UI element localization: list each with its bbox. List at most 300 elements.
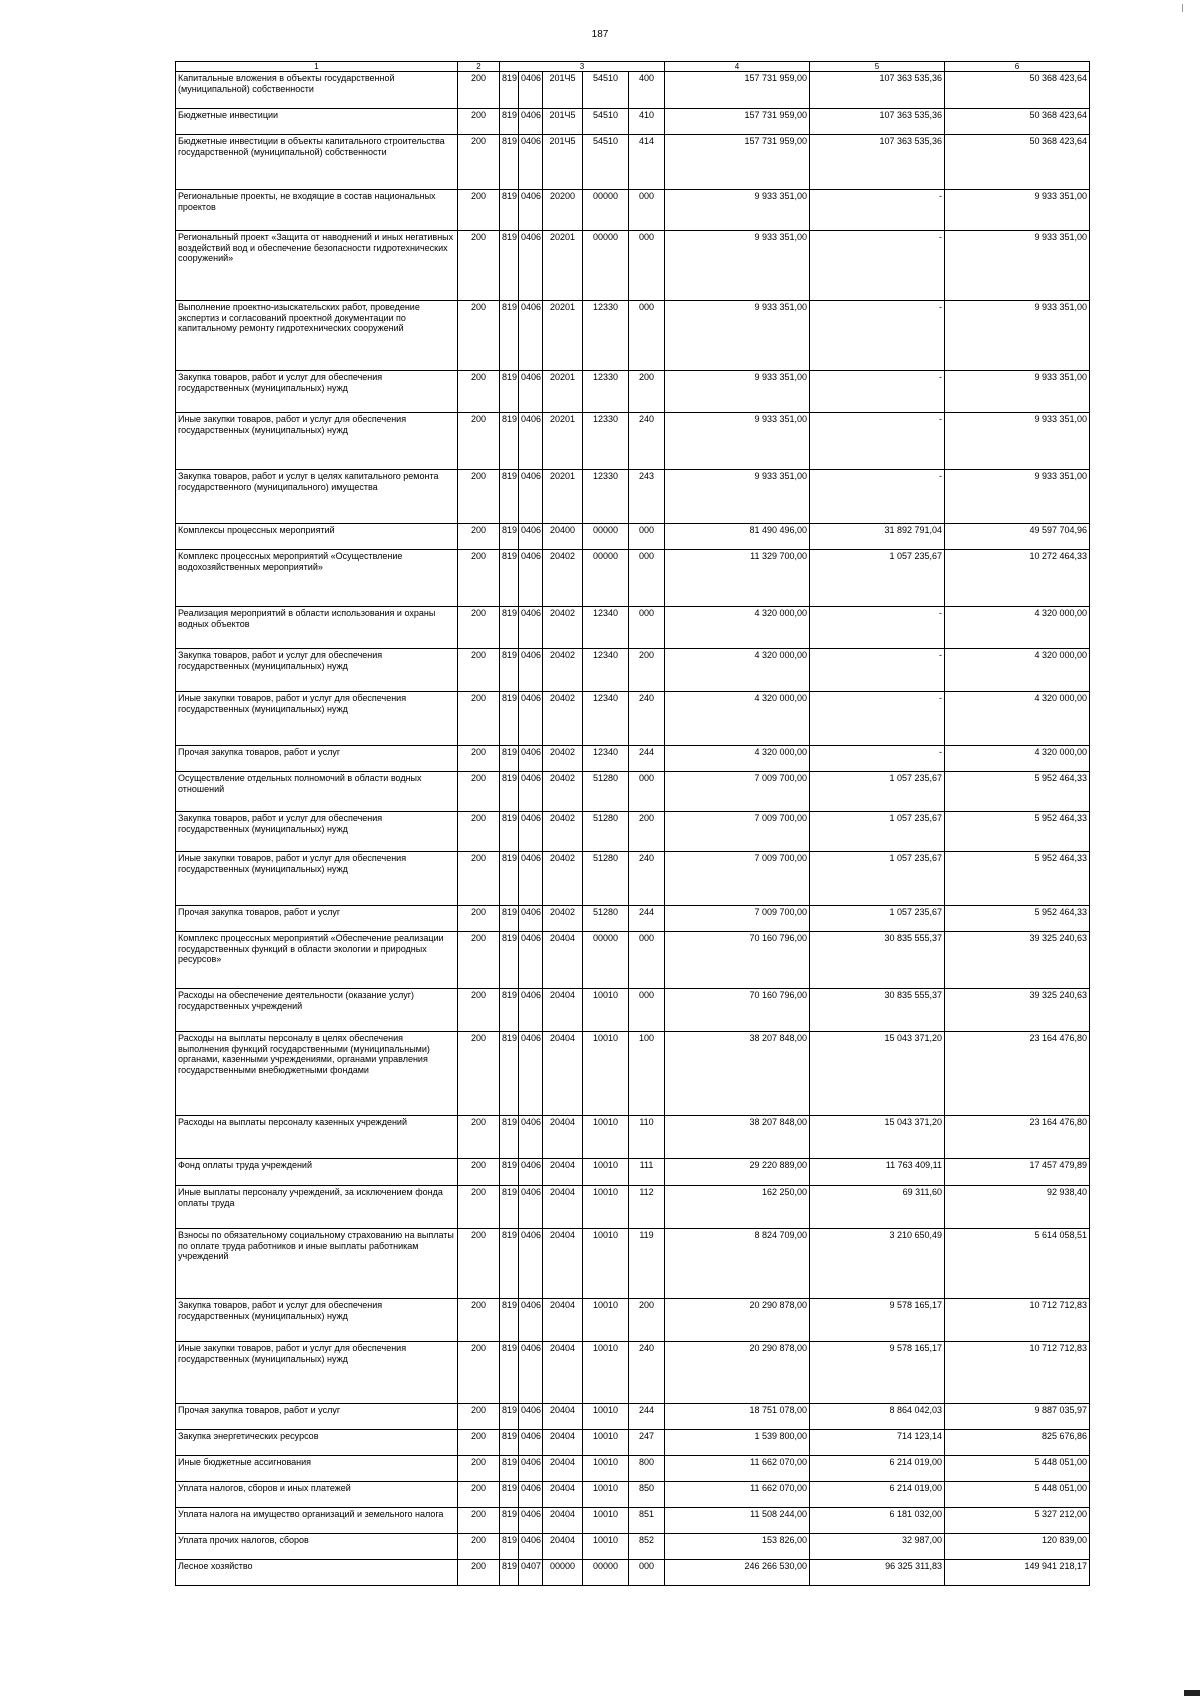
row-admin-code: 819 [500, 1534, 519, 1560]
row-section-code: 0406 [519, 135, 543, 190]
table-row [176, 1560, 1090, 1586]
row-col-2: 200 [458, 301, 500, 371]
row-program-code: 20404 [543, 1404, 583, 1430]
row-expense-type: 112 [629, 1186, 665, 1229]
row-col-2: 200 [458, 231, 500, 301]
row-col-5: 1 057 235,67 [810, 812, 945, 852]
row-name: Иные закупки товаров, работ и услуг для обеспечения государственных (муниципальных) нужд [176, 413, 458, 470]
row-program-code: 20404 [543, 1299, 583, 1342]
row-name: Иные закупки товаров, работ и услуг для обеспечения государственных (муниципальных) нужд [176, 692, 458, 746]
row-name: Осуществление отдельных полномочий в области водных отношений [176, 772, 458, 812]
row-section-code: 0406 [519, 72, 543, 109]
row-col-6: 5 448 051,00 [945, 1482, 1090, 1508]
row-section-code: 0406 [519, 906, 543, 932]
row-col-5: 6 214 019,00 [810, 1456, 945, 1482]
row-col-4: 9 933 351,00 [665, 231, 810, 301]
row-name: Уплата налога на имущество организаций и земельного налога [176, 1508, 458, 1534]
row-col-5: 714 123,14 [810, 1430, 945, 1456]
row-program-code: 20404 [543, 932, 583, 989]
row-direction-code: 12330 [583, 301, 629, 371]
row-program-code: 20402 [543, 550, 583, 607]
row-col-2: 200 [458, 607, 500, 649]
row-section-code: 0406 [519, 301, 543, 371]
row-name: Лесное хозяйство [176, 1560, 458, 1586]
row-name: Комплексы процессных мероприятий [176, 524, 458, 550]
row-col-6: 5 952 464,33 [945, 772, 1090, 812]
row-col-5: 8 864 042,03 [810, 1404, 945, 1430]
row-admin-code: 819 [500, 470, 519, 524]
row-admin-code: 819 [500, 109, 519, 135]
row-col-5: 30 835 555,37 [810, 989, 945, 1032]
row-name: Иные закупки товаров, работ и услуг для обеспечения государственных (муниципальных) нужд [176, 1342, 458, 1404]
table-row [176, 231, 1090, 301]
row-name: Закупка энергетических ресурсов [176, 1430, 458, 1456]
row-program-code: 20201 [543, 231, 583, 301]
row-name: Иные выплаты персоналу учреждений, за исключением фонда оплаты труда [176, 1186, 458, 1229]
row-section-code: 0406 [519, 932, 543, 989]
row-section-code: 0406 [519, 190, 543, 231]
row-section-code: 0407 [519, 1560, 543, 1586]
row-admin-code: 819 [500, 1299, 519, 1342]
row-section-code: 0406 [519, 1032, 543, 1116]
row-expense-type: 244 [629, 746, 665, 772]
row-name: Иные бюджетные ассигнования [176, 1456, 458, 1482]
table-row [176, 135, 1090, 190]
table-row [176, 72, 1090, 109]
row-program-code: 20404 [543, 1430, 583, 1456]
scan-edge [1184, 1690, 1200, 1696]
row-section-code: 0406 [519, 812, 543, 852]
row-direction-code: 10010 [583, 1186, 629, 1229]
row-col-2: 200 [458, 906, 500, 932]
row-col-6: 23 164 476,80 [945, 1116, 1090, 1159]
row-program-code: 20402 [543, 772, 583, 812]
row-section-code: 0406 [519, 1342, 543, 1404]
row-expense-type: 200 [629, 812, 665, 852]
row-col-2: 200 [458, 413, 500, 470]
row-name: Закупка товаров, работ и услуг для обеспечения государственных (муниципальных) нужд [176, 649, 458, 692]
row-col-6: 50 368 423,64 [945, 72, 1090, 109]
row-program-code: 20402 [543, 746, 583, 772]
table-row [176, 190, 1090, 231]
row-section-code: 0406 [519, 1159, 543, 1186]
row-admin-code: 819 [500, 72, 519, 109]
row-col-2: 200 [458, 1508, 500, 1534]
row-col-5: 9 578 165,17 [810, 1342, 945, 1404]
scan-mark [1182, 4, 1183, 12]
row-col-4: 81 490 496,00 [665, 524, 810, 550]
row-admin-code: 819 [500, 135, 519, 190]
row-col-6: 5 448 051,00 [945, 1456, 1090, 1482]
row-col-4: 1 539 800,00 [665, 1430, 810, 1456]
row-col-4: 7 009 700,00 [665, 906, 810, 932]
row-name: Уплата налогов, сборов и иных платежей [176, 1482, 458, 1508]
row-col-4: 11 662 070,00 [665, 1456, 810, 1482]
row-expense-type: 240 [629, 413, 665, 470]
row-direction-code: 00000 [583, 231, 629, 301]
row-section-code: 0406 [519, 371, 543, 413]
row-col-2: 200 [458, 109, 500, 135]
row-admin-code: 819 [500, 301, 519, 371]
row-expense-type: 000 [629, 989, 665, 1032]
row-direction-code: 51280 [583, 906, 629, 932]
row-program-code: 20201 [543, 413, 583, 470]
header-col-1: 1 [176, 62, 458, 72]
table-row [176, 1508, 1090, 1534]
row-section-code: 0406 [519, 524, 543, 550]
table-row [176, 812, 1090, 852]
row-col-6: 17 457 479,89 [945, 1159, 1090, 1186]
row-direction-code: 51280 [583, 852, 629, 906]
row-section-code: 0406 [519, 1404, 543, 1430]
row-col-2: 200 [458, 1342, 500, 1404]
row-expense-type: 000 [629, 932, 665, 989]
row-col-6: 92 938,40 [945, 1186, 1090, 1229]
row-admin-code: 819 [500, 1342, 519, 1404]
table-row [176, 989, 1090, 1032]
row-name: Расходы на выплаты персоналу казенных учреждений [176, 1116, 458, 1159]
row-section-code: 0406 [519, 1456, 543, 1482]
table-row [176, 470, 1090, 524]
row-col-2: 200 [458, 746, 500, 772]
row-col-6: 5 952 464,33 [945, 906, 1090, 932]
row-expense-type: 244 [629, 906, 665, 932]
row-direction-code: 12340 [583, 607, 629, 649]
row-expense-type: 000 [629, 231, 665, 301]
row-name: Региональные проекты, не входящие в состав национальных проектов [176, 190, 458, 231]
row-col-4: 9 933 351,00 [665, 301, 810, 371]
row-col-6: 9 933 351,00 [945, 190, 1090, 231]
row-admin-code: 819 [500, 852, 519, 906]
row-direction-code: 12330 [583, 413, 629, 470]
row-expense-type: 000 [629, 607, 665, 649]
row-program-code: 20404 [543, 1186, 583, 1229]
row-section-code: 0406 [519, 1186, 543, 1229]
table-row [176, 550, 1090, 607]
row-program-code: 20404 [543, 989, 583, 1032]
row-section-code: 0406 [519, 746, 543, 772]
row-name: Бюджетные инвестиции в объекты капитального строительства государственной (муниципальной) собственности [176, 135, 458, 190]
row-col-6: 50 368 423,64 [945, 135, 1090, 190]
row-direction-code: 00000 [583, 524, 629, 550]
table-row [176, 1229, 1090, 1299]
row-program-code: 20404 [543, 1456, 583, 1482]
row-admin-code: 819 [500, 550, 519, 607]
row-program-code: 20402 [543, 812, 583, 852]
row-col-5: 96 325 311,83 [810, 1560, 945, 1586]
row-name: Прочая закупка товаров, работ и услуг [176, 746, 458, 772]
row-program-code: 20404 [543, 1482, 583, 1508]
row-direction-code: 10010 [583, 1430, 629, 1456]
row-expense-type: 850 [629, 1482, 665, 1508]
row-col-5: 107 363 535,36 [810, 72, 945, 109]
row-name: Расходы на обеспечение деятельности (оказание услуг) государственных учреждений [176, 989, 458, 1032]
row-program-code: 201Ч5 [543, 72, 583, 109]
row-name: Прочая закупка товаров, работ и услуг [176, 1404, 458, 1430]
row-expense-type: 414 [629, 135, 665, 190]
row-col-2: 200 [458, 135, 500, 190]
row-col-4: 11 329 700,00 [665, 550, 810, 607]
row-expense-type: 200 [629, 1299, 665, 1342]
row-col-4: 11 662 070,00 [665, 1482, 810, 1508]
row-col-5: 107 363 535,36 [810, 109, 945, 135]
row-col-5: - [810, 231, 945, 301]
row-section-code: 0406 [519, 1116, 543, 1159]
row-col-5: 32 987,00 [810, 1534, 945, 1560]
row-col-6: 825 676,86 [945, 1430, 1090, 1456]
row-col-6: 120 839,00 [945, 1534, 1090, 1560]
row-section-code: 0406 [519, 550, 543, 607]
row-col-2: 200 [458, 550, 500, 607]
row-col-2: 200 [458, 772, 500, 812]
row-col-5: - [810, 470, 945, 524]
row-direction-code: 10010 [583, 1404, 629, 1430]
row-col-2: 200 [458, 852, 500, 906]
row-direction-code: 10010 [583, 1482, 629, 1508]
row-direction-code: 10010 [583, 1032, 629, 1116]
row-expense-type: 000 [629, 190, 665, 231]
row-direction-code: 54510 [583, 109, 629, 135]
table-row [176, 1032, 1090, 1116]
row-admin-code: 819 [500, 1456, 519, 1482]
table-row [176, 1186, 1090, 1229]
row-col-4: 157 731 959,00 [665, 72, 810, 109]
row-expense-type: 000 [629, 524, 665, 550]
row-admin-code: 819 [500, 1229, 519, 1299]
row-program-code: 20404 [543, 1159, 583, 1186]
row-direction-code: 12340 [583, 746, 629, 772]
row-col-5: 31 892 791,04 [810, 524, 945, 550]
row-col-6: 9 933 351,00 [945, 231, 1090, 301]
row-name: Иные закупки товаров, работ и услуг для обеспечения государственных (муниципальных) нужд [176, 852, 458, 906]
row-expense-type: 400 [629, 72, 665, 109]
row-name: Комплекс процессных мероприятий «Обеспечение реализации государственных функций в области экологии и природных ресурсов» [176, 932, 458, 989]
row-name: Закупка товаров, работ и услуг для обеспечения государственных (муниципальных) нужд [176, 812, 458, 852]
header-col-6: 6 [945, 62, 1090, 72]
row-expense-type: 410 [629, 109, 665, 135]
row-name: Реализация мероприятий в области использования и охраны водных объектов [176, 607, 458, 649]
row-col-5: 30 835 555,37 [810, 932, 945, 989]
row-col-4: 38 207 848,00 [665, 1116, 810, 1159]
row-name: Капитальные вложения в объекты государственной (муниципальной) собственности [176, 72, 458, 109]
row-col-2: 200 [458, 1560, 500, 1586]
row-col-5: 107 363 535,36 [810, 135, 945, 190]
row-col-5: - [810, 649, 945, 692]
table-row [176, 413, 1090, 470]
row-col-4: 20 290 878,00 [665, 1299, 810, 1342]
row-col-5: 1 057 235,67 [810, 852, 945, 906]
row-name: Прочая закупка товаров, работ и услуг [176, 906, 458, 932]
row-direction-code: 10010 [583, 1229, 629, 1299]
row-col-2: 200 [458, 812, 500, 852]
row-expense-type: 240 [629, 692, 665, 746]
row-expense-type: 000 [629, 772, 665, 812]
row-name: Уплата прочих налогов, сборов [176, 1534, 458, 1560]
row-col-2: 200 [458, 470, 500, 524]
row-admin-code: 819 [500, 932, 519, 989]
row-expense-type: 851 [629, 1508, 665, 1534]
row-col-5: 15 043 371,20 [810, 1032, 945, 1116]
row-admin-code: 819 [500, 1560, 519, 1586]
row-direction-code: 10010 [583, 1456, 629, 1482]
row-section-code: 0406 [519, 989, 543, 1032]
header-col-4: 4 [665, 62, 810, 72]
budget-table [175, 61, 1090, 1586]
row-col-4: 20 290 878,00 [665, 1342, 810, 1404]
row-col-4: 70 160 796,00 [665, 932, 810, 989]
row-col-6: 9 933 351,00 [945, 470, 1090, 524]
page-number: 187 [591, 29, 609, 40]
row-col-2: 200 [458, 1299, 500, 1342]
row-section-code: 0406 [519, 772, 543, 812]
row-col-4: 157 731 959,00 [665, 109, 810, 135]
header-col-2: 2 [458, 62, 500, 72]
row-col-6: 149 941 218,17 [945, 1560, 1090, 1586]
table-row [176, 109, 1090, 135]
row-section-code: 0406 [519, 1430, 543, 1456]
row-col-5: - [810, 190, 945, 231]
row-col-4: 70 160 796,00 [665, 989, 810, 1032]
row-admin-code: 819 [500, 524, 519, 550]
row-admin-code: 819 [500, 413, 519, 470]
row-col-5: 1 057 235,67 [810, 906, 945, 932]
row-col-2: 200 [458, 989, 500, 1032]
row-admin-code: 819 [500, 1482, 519, 1508]
row-direction-code: 54510 [583, 135, 629, 190]
row-admin-code: 819 [500, 1159, 519, 1186]
row-section-code: 0406 [519, 109, 543, 135]
row-col-5: 6 181 032,00 [810, 1508, 945, 1534]
row-col-2: 200 [458, 190, 500, 231]
row-col-2: 200 [458, 371, 500, 413]
row-direction-code: 12340 [583, 649, 629, 692]
row-expense-type: 240 [629, 852, 665, 906]
row-col-6: 9 933 351,00 [945, 413, 1090, 470]
row-name: Региональный проект «Защита от наводнений и иных негативных воздействий вод и обеспечение безопасности гидротехнических сооружений» [176, 231, 458, 301]
row-section-code: 0406 [519, 1508, 543, 1534]
row-col-5: - [810, 371, 945, 413]
row-col-6: 10 712 712,83 [945, 1299, 1090, 1342]
row-col-5: - [810, 607, 945, 649]
row-col-4: 9 933 351,00 [665, 413, 810, 470]
row-col-6: 5 614 058,51 [945, 1229, 1090, 1299]
row-col-2: 200 [458, 524, 500, 550]
row-col-4: 4 320 000,00 [665, 692, 810, 746]
row-name: Фонд оплаты труда учреждений [176, 1159, 458, 1186]
row-col-6: 10 272 464,33 [945, 550, 1090, 607]
row-col-6: 5 952 464,33 [945, 812, 1090, 852]
row-program-code: 20200 [543, 190, 583, 231]
row-col-2: 200 [458, 692, 500, 746]
row-expense-type: 200 [629, 371, 665, 413]
row-admin-code: 819 [500, 371, 519, 413]
table-row [176, 692, 1090, 746]
row-col-6: 9 933 351,00 [945, 371, 1090, 413]
row-col-2: 200 [458, 1032, 500, 1116]
table-row [176, 301, 1090, 371]
row-admin-code: 819 [500, 746, 519, 772]
row-col-5: 69 311,60 [810, 1186, 945, 1229]
row-col-6: 23 164 476,80 [945, 1032, 1090, 1116]
row-section-code: 0406 [519, 852, 543, 906]
row-col-4: 29 220 889,00 [665, 1159, 810, 1186]
row-col-5: 3 210 650,49 [810, 1229, 945, 1299]
row-direction-code: 12330 [583, 470, 629, 524]
row-col-2: 200 [458, 72, 500, 109]
row-section-code: 0406 [519, 692, 543, 746]
row-direction-code: 51280 [583, 772, 629, 812]
row-col-6: 9 887 035,97 [945, 1404, 1090, 1430]
row-col-6: 39 325 240,63 [945, 989, 1090, 1032]
table-row [176, 906, 1090, 932]
row-direction-code: 10010 [583, 1342, 629, 1404]
table-row [176, 852, 1090, 906]
table-row [176, 932, 1090, 989]
row-col-2: 200 [458, 1456, 500, 1482]
row-section-code: 0406 [519, 1482, 543, 1508]
row-direction-code: 00000 [583, 550, 629, 607]
row-direction-code: 00000 [583, 932, 629, 989]
row-expense-type: 119 [629, 1229, 665, 1299]
row-direction-code: 12330 [583, 371, 629, 413]
row-name: Взносы по обязательному социальному страхованию на выплаты по оплате труда работников и иные выплаты работникам учреждений [176, 1229, 458, 1299]
row-col-6: 39 325 240,63 [945, 932, 1090, 989]
row-section-code: 0406 [519, 649, 543, 692]
row-col-4: 246 266 530,00 [665, 1560, 810, 1586]
row-col-5: 1 057 235,67 [810, 550, 945, 607]
row-col-5: 6 214 019,00 [810, 1482, 945, 1508]
header-row [176, 62, 1090, 72]
table-row [176, 1116, 1090, 1159]
row-program-code: 20201 [543, 371, 583, 413]
row-col-6: 4 320 000,00 [945, 746, 1090, 772]
row-col-4: 8 824 709,00 [665, 1229, 810, 1299]
row-program-code: 20402 [543, 692, 583, 746]
row-direction-code: 10010 [583, 1508, 629, 1534]
row-name: Расходы на выплаты персоналу в целях обеспечения выполнения функций государственными (муниципальными) органами, казенными учреждениями, органами управления государственными внебюджетными фондами [176, 1032, 458, 1116]
row-col-4: 18 751 078,00 [665, 1404, 810, 1430]
row-program-code: 00000 [543, 1560, 583, 1586]
row-col-4: 9 933 351,00 [665, 470, 810, 524]
row-program-code: 201Ч5 [543, 135, 583, 190]
row-admin-code: 819 [500, 1404, 519, 1430]
row-admin-code: 819 [500, 1032, 519, 1116]
row-admin-code: 819 [500, 989, 519, 1032]
row-section-code: 0406 [519, 1299, 543, 1342]
row-col-6: 4 320 000,00 [945, 692, 1090, 746]
table-row [176, 772, 1090, 812]
row-col-5: - [810, 413, 945, 470]
row-expense-type: 110 [629, 1116, 665, 1159]
row-expense-type: 100 [629, 1032, 665, 1116]
row-program-code: 20402 [543, 852, 583, 906]
row-admin-code: 819 [500, 231, 519, 301]
table-row [176, 607, 1090, 649]
row-expense-type: 000 [629, 301, 665, 371]
row-expense-type: 200 [629, 649, 665, 692]
row-expense-type: 000 [629, 550, 665, 607]
row-program-code: 20400 [543, 524, 583, 550]
row-direction-code: 00000 [583, 1560, 629, 1586]
table-row [176, 746, 1090, 772]
table-row [176, 1482, 1090, 1508]
row-col-4: 153 826,00 [665, 1534, 810, 1560]
row-expense-type: 244 [629, 1404, 665, 1430]
row-admin-code: 819 [500, 607, 519, 649]
row-direction-code: 10010 [583, 1116, 629, 1159]
table-row [176, 1159, 1090, 1186]
row-admin-code: 819 [500, 692, 519, 746]
